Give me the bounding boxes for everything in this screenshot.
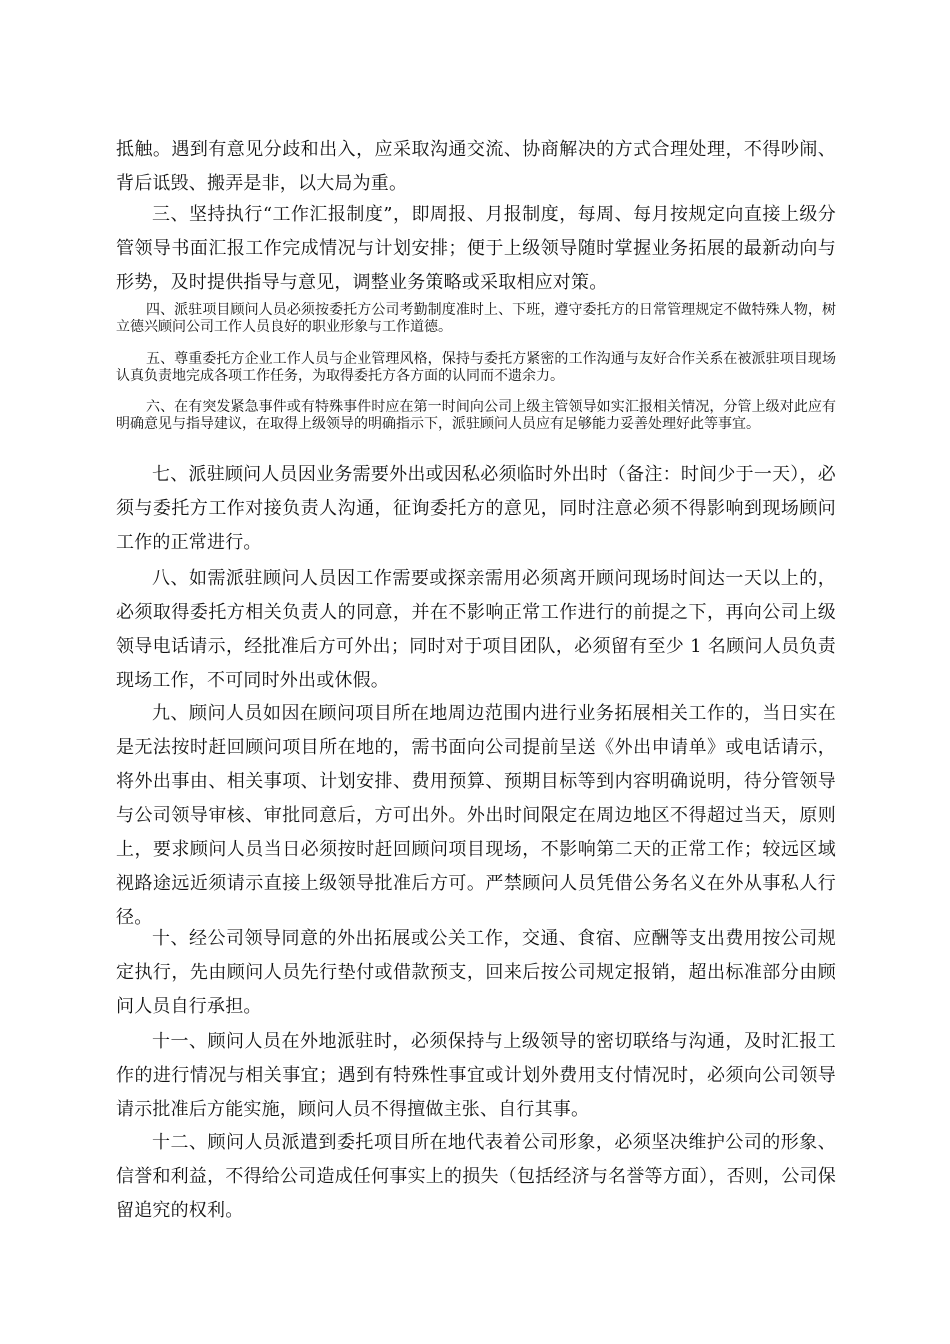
paragraph-item-12: 十二、顾问人员派遣到委托项目所在地代表着公司形象，必须坚决维护公司的形象、信誉和利益，不得给公司造成任何事实上的损失（包括经济与名誉等方面），否则，公司保留追究的权利。 (116, 1132, 836, 1221)
paragraph-item-6: 六、在有突发紧急事件或有特殊事件时应在第一时间向公司上级主管领导如实汇报相关情况，分管上级对此应有明确意见与指导建议，在取得上级领导的明确指示下，派驻顾问人员应有足够能力妥善处理好此等事宜。 (116, 399, 836, 432)
paragraph-item-5: 五、尊重委托方企业工作人员与企业管理风格，保持与委托方紧密的工作沟通与友好合作关系在被派驻项目现场认真负责地完成各项工作任务，为取得委托方各方面的认同而不遗余力。 (116, 351, 836, 384)
paragraph-continuation: 抵触。遇到有意见分歧和出入，应采取沟通交流、协商解决的方式合理处理，不得吵闹、背后诋毁、搬弄是非，以大局为重。 (116, 139, 836, 194)
paragraph-item-11: 十一、顾问人员在外地派驻时，必须保持与上级领导的密切联络与沟通，及时汇报工作的进行情况与相关事宜；遇到有特殊性事宜或计划外费用支付情况时，必须向公司领导请示批准后方能实施，顾问人员不得擅做主张、自行其事。 (116, 1031, 836, 1120)
paragraph-item-3: 三、坚持执行“工作汇报制度”，即周报、月报制度，每周、每月按规定向直接上级分管领导书面汇报工作完成情况与计划安排；便于上级领导随时掌握业务拓展的最新动向与形势，及时提供指导与意见，调整业务策略或采取相应对策。 (116, 204, 836, 293)
paragraph-item-7: 七、派驻顾问人员因业务需要外出或因私必须临时外出时（备注：时间少于一天），必须与委托方工作对接负责人沟通，征询委托方的意见，同时注意必须不得影响到现场顾问工作的正常进行。 (116, 464, 836, 553)
paragraph-item-4: 四、派驻项目顾问人员必须按委托方公司考勤制度准时上、下班，遵守委托方的日常管理规定不做特殊人物，树立德兴顾问公司工作人员良好的职业形象与工作道德。 (116, 302, 836, 335)
paragraph-item-9: 九、顾问人员如因在顾问项目所在地周边范围内进行业务拓展相关工作的，当日实在是无法按时赶回顾问项目所在地的，需书面向公司提前呈送《外出申请单》或电话请示，将外出事由、相关事项、计划安排、费用预算、预期目标等到内容明确说明，待分管领导与公司领导审核、审批同意后，方可出外。外出时间限定在周边地区不得超过当天，原则上，要求顾问人员当日必须按时赶回顾问项目现场，不影响第二天的正常工作；较远区域视路途远近须请示直接上级领导批准后方可。严禁顾问人员凭借公务名义在外从事私人行径。 (116, 703, 836, 928)
paragraph-item-10: 十、经公司领导同意的外出拓展或公关工作，交通、食宿、应酬等支出费用按公司规定执行，先由顾问人员先行垫付或借款预支，回来后按公司规定报销，超出标准部分由顾问人员自行承担。 (116, 928, 836, 1017)
paragraph-item-8: 八、如需派驻顾问人员因工作需要或探亲需用必须离开顾问现场时间达一天以上的，必须取得委托方相关负责人的同意，并在不影响正常工作进行的前提之下，再向公司上级领导电话请示，经批准后方可外出；同时对于项目团队，必须留有至少 1 名顾问人员负责现场工作，不可同时外出或休假。 (116, 568, 836, 691)
